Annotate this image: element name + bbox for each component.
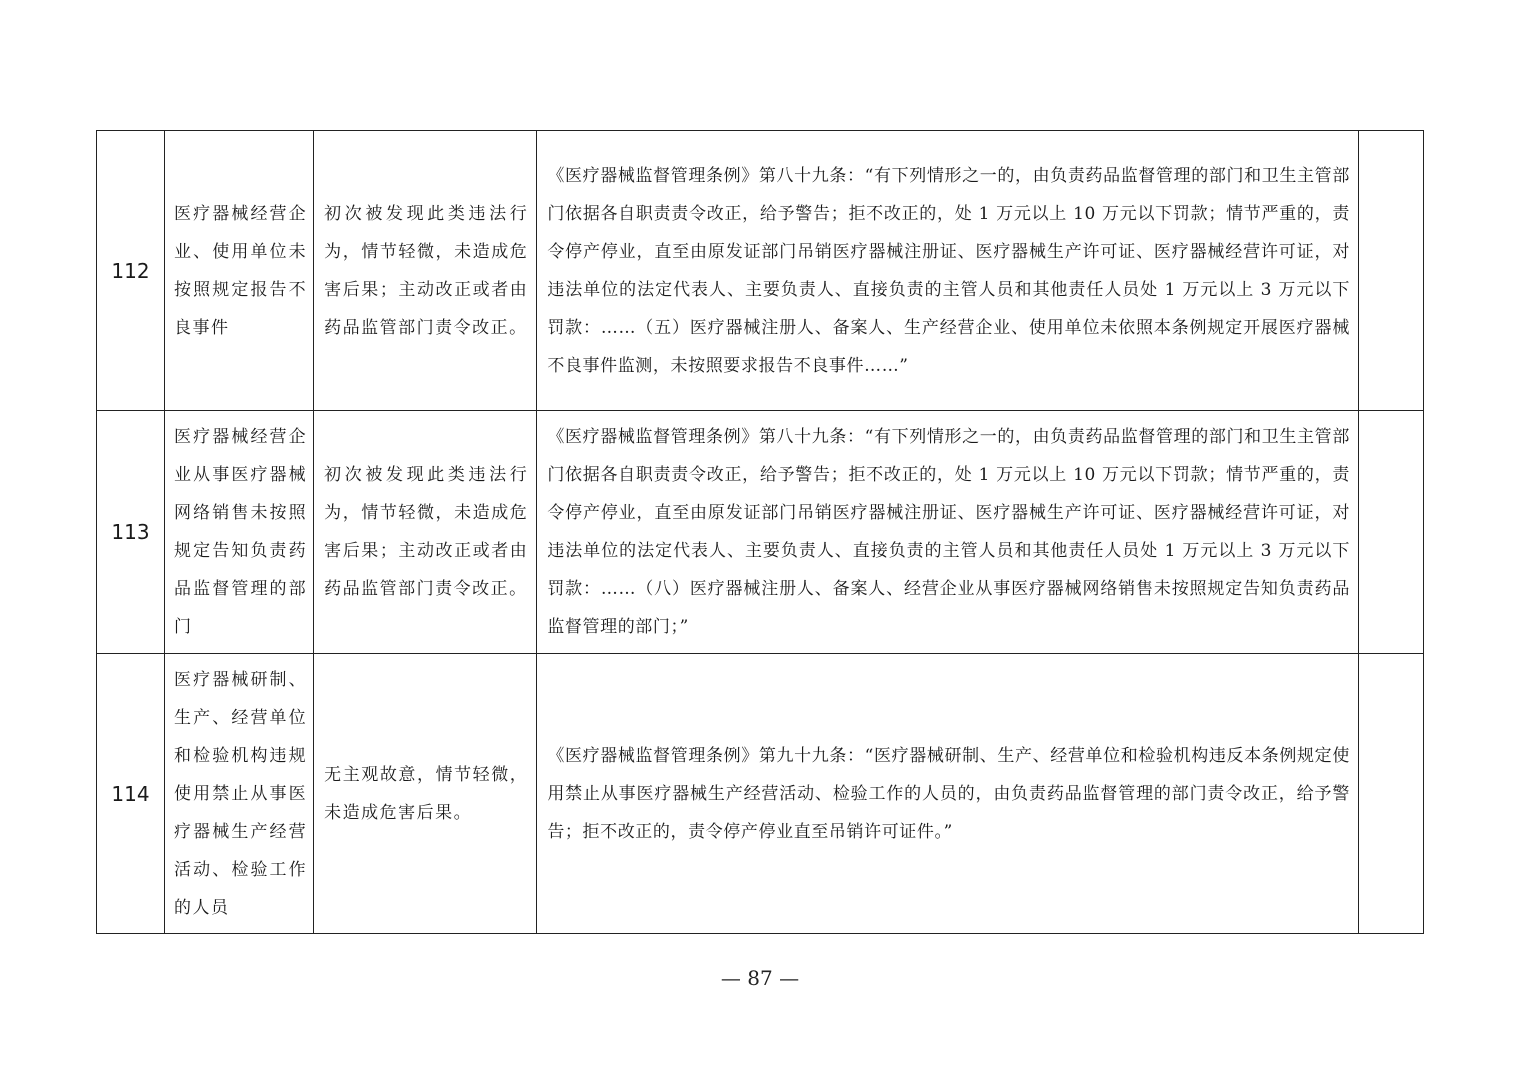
legal-basis: 《医疗器械监督管理条例》第八十九条：“有下列情形之一的，由负责药品监督管理的部门和卫生主管部门依据各自职责责令改正，给予警告；拒不改正的，处 1 万元以上 10 万元以下罚款；情节严重的，责令停产停业，直至由原发证部门吊销医疗器械注册证、医疗器械生产许可证、医疗器械经营许可证，对违法单位的法定代表人、主要负责人、直接负责的主管人员和其他责任人员处 1 万元以上 3 万元以下罚款：……（八）医疗器械注册人、备案人、经营企业从事医疗器械网络销售未按照规定告知负责药品监督管理的部门；”	[537, 411, 1359, 654]
row-number: 114	[97, 654, 165, 934]
violation-item: 医疗器械研制、生产、经营单位和检验机构违规使用禁止从事医疗器械生产经营活动、检验工作的人员	[165, 654, 314, 934]
exemption-condition: 无主观故意，情节轻微，未造成危害后果。	[314, 654, 537, 934]
row-number: 113	[97, 411, 165, 654]
remarks-cell	[1358, 654, 1423, 934]
table-row	[97, 411, 1424, 654]
legal-basis: 《医疗器械监督管理条例》第九十九条：“医疗器械研制、生产、经营单位和检验机构违反本条例规定使用禁止从事医疗器械生产经营活动、检验工作的人员的，由负责药品监督管理的部门责令改正，给予警告；拒不改正的，责令停产停业直至吊销许可证件。”	[537, 654, 1359, 934]
exemption-condition: 初次被发现此类违法行为，情节轻微，未造成危害后果；主动改正或者由药品监管部门责令改正。	[314, 411, 537, 654]
violation-item: 医疗器械经营企业、使用单位未按照规定报告不良事件	[165, 131, 314, 411]
table-row	[97, 654, 1424, 934]
remarks-cell	[1358, 131, 1423, 411]
regulation-table	[96, 130, 1424, 934]
table-row	[97, 131, 1424, 411]
legal-basis: 《医疗器械监督管理条例》第八十九条：“有下列情形之一的，由负责药品监督管理的部门和卫生主管部门依据各自职责责令改正，给予警告；拒不改正的，处 1 万元以上 10 万元以下罚款；情节严重的，责令停产停业，直至由原发证部门吊销医疗器械注册证、医疗器械生产许可证、医疗器械经营许可证，对违法单位的法定代表人、主要负责人、直接负责的主管人员和其他责任人员处 1 万元以上 3 万元以下罚款：……（五）医疗器械注册人、备案人、生产经营企业、使用单位未依照本条例规定开展医疗器械不良事件监测，未按照要求报告不良事件……”	[537, 131, 1359, 411]
row-number: 112	[97, 131, 165, 411]
violation-item: 医疗器械经营企业从事医疗器械网络销售未按照规定告知负责药品监督管理的部门	[165, 411, 314, 654]
page-number: — 87 —	[720, 966, 800, 990]
exemption-condition: 初次被发现此类违法行为，情节轻微，未造成危害后果；主动改正或者由药品监管部门责令改正。	[314, 131, 537, 411]
remarks-cell	[1358, 411, 1423, 654]
